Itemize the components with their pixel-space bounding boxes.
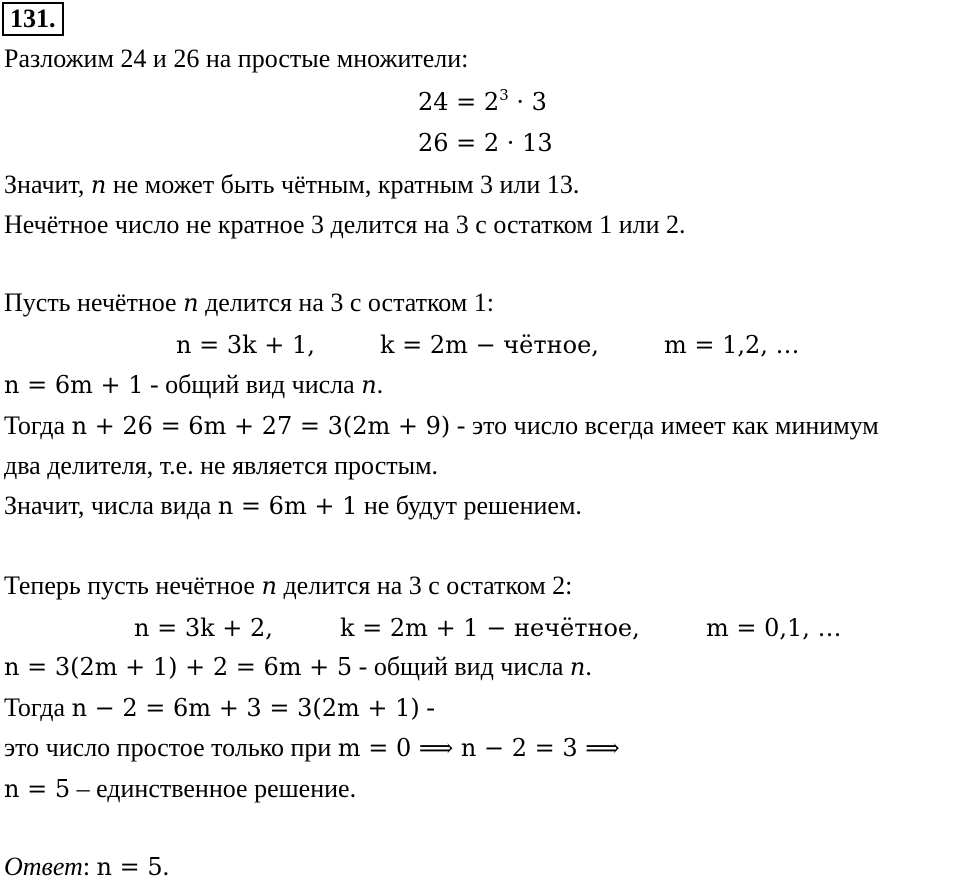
- case2-prime: [4, 732, 620, 764]
- l7-b: k = 2m − чётное,: [380, 331, 599, 359]
- case1-eq-a: [176, 329, 315, 361]
- l8-n: n: [361, 371, 377, 399]
- equation-24: [418, 86, 547, 118]
- l12-a: Теперь пусть нечётное: [4, 571, 262, 600]
- eq2-text: 26 = 2 · 13: [418, 129, 553, 157]
- answer-end: .: [162, 852, 170, 881]
- problem-number: 131.: [2, 2, 64, 36]
- case2-eq-c: [706, 612, 842, 644]
- l9-a: Тогда: [4, 411, 72, 440]
- case2-eq-a: [134, 612, 273, 644]
- l14-n: n: [569, 653, 586, 681]
- l14-math: n = 3(2m + 1) + 2 = 6m + 5: [4, 653, 353, 681]
- l7-a: n = 3k + 1,: [176, 331, 315, 359]
- answer-colon: :: [82, 852, 97, 881]
- l11-a: Значит, числа вида: [4, 491, 218, 520]
- l14-end: .: [585, 652, 592, 681]
- l13-c: m = 0,1, …: [706, 614, 842, 642]
- case2-eq-b: [340, 612, 640, 644]
- l4-b: не может быть чётным, кратным 3 или 13.: [106, 170, 580, 199]
- l5-text: Нечётное число не кратное 3 делится на 3 с остатком 1 или 2.: [4, 210, 686, 239]
- equation-26: [418, 127, 553, 159]
- l16-math: m = 0 ⟹ n − 2 = 3 ⟹: [337, 734, 620, 762]
- l15-math: n − 2 = 6m + 3 = 3(2m + 1): [71, 694, 420, 722]
- l4-n: n: [90, 171, 107, 199]
- intro-line: [4, 43, 468, 75]
- l13-b: k = 2m + 1 − нечётное,: [340, 614, 640, 642]
- answer-label: Ответ: [4, 852, 83, 881]
- l10-text: два делителя, т.е. не является простым.: [4, 451, 439, 480]
- case2-general: [4, 651, 592, 683]
- l6-b: делится на 3 с остатком 1:: [198, 288, 494, 317]
- l8-text: - общий вид числа: [143, 370, 362, 399]
- case1-general: [4, 369, 383, 401]
- case1-conclusion: [4, 490, 582, 522]
- l16-a: это число простое только при: [4, 733, 338, 762]
- eq1-rhs: · 3: [508, 88, 547, 116]
- l17-b: – единственное решение.: [70, 774, 357, 803]
- case1-eq-c: [664, 329, 800, 361]
- answer-line: [4, 851, 169, 883]
- l12-n: n: [261, 572, 277, 600]
- case2-intro: [4, 570, 572, 602]
- l6-a: Пусть нечётное: [4, 288, 184, 317]
- case1-then: [4, 410, 879, 442]
- l7-c: m = 1,2, …: [664, 331, 800, 359]
- l15-a: Тогда: [4, 693, 72, 722]
- odd-number-line: [4, 209, 686, 241]
- case1-eq-b: [380, 329, 599, 361]
- l9-b: - это число всегда имеет как минимум: [450, 411, 879, 440]
- conclusion-line: [4, 169, 579, 201]
- l6-n: n: [183, 289, 199, 317]
- l11-b: не будут решением.: [357, 491, 582, 520]
- l9-math: n + 26 = 6m + 27 = 3(2m + 9): [71, 412, 451, 440]
- answer-math: n = 5: [96, 853, 163, 881]
- eq1-lhs: 24 = 2: [418, 88, 500, 116]
- eq1-exponent: 3: [499, 86, 509, 104]
- l17-math: n = 5: [4, 775, 71, 803]
- l4-a: Значит,: [4, 170, 91, 199]
- l13-a: n = 3k + 2,: [134, 614, 273, 642]
- intro-text: Разложим 24 и 26 на простые множители:: [4, 44, 469, 73]
- l8-math: n = 6m + 1: [4, 371, 144, 399]
- case2-then: [4, 692, 435, 724]
- l12-b: делится на 3 с остатком 2:: [276, 571, 573, 600]
- case1-intro: [4, 287, 494, 319]
- l8-end: .: [376, 370, 384, 399]
- case2-solution: [4, 773, 356, 805]
- case1-divisors: [4, 450, 438, 482]
- l11-math: n = 6m + 1: [217, 492, 358, 520]
- l15-b: -: [419, 693, 435, 722]
- l14-text: - общий вид числа: [352, 652, 570, 681]
